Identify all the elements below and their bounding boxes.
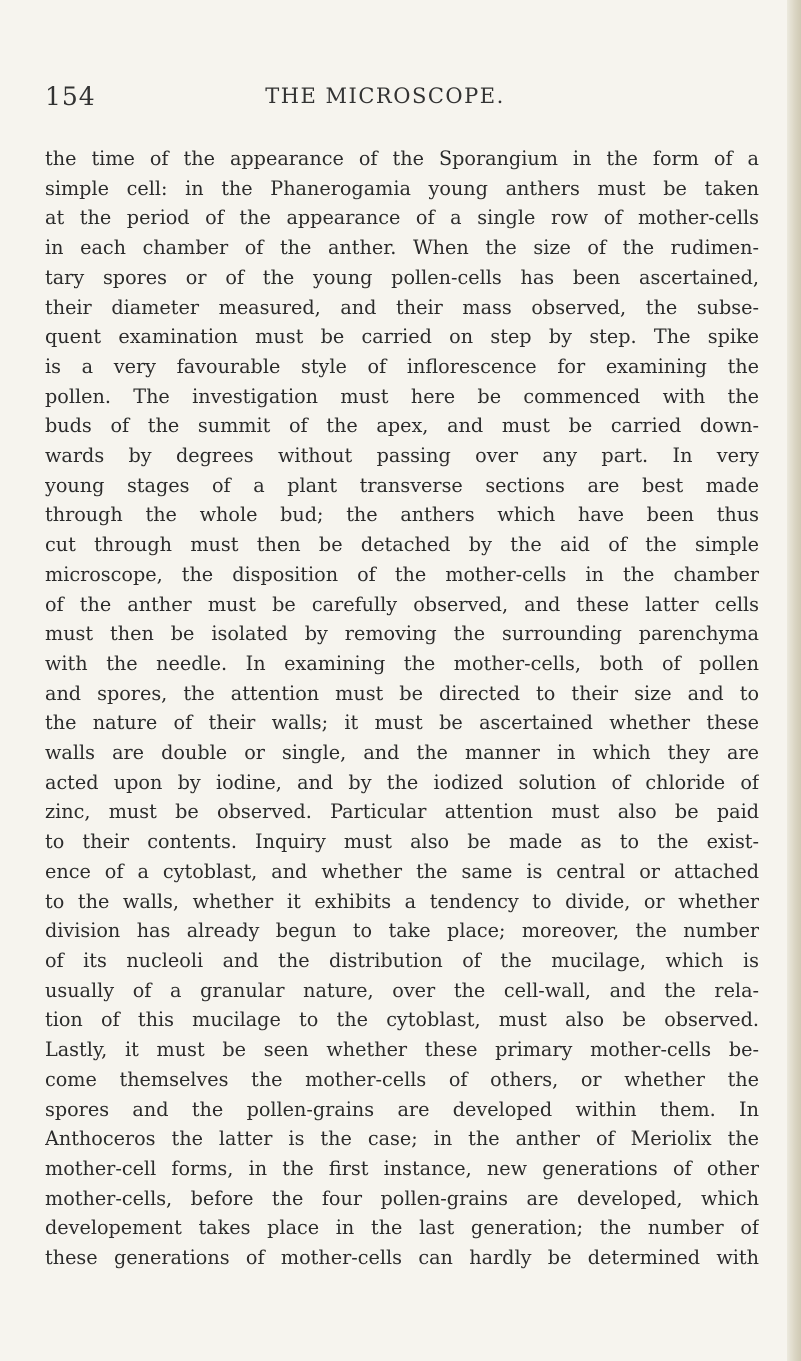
text-line: mother-cells, before the four pollen-grains are developed, which [45,1186,759,1210]
text-line: division has already begun to take place; moreover, the number [45,919,759,943]
text-line: their diameter measured, and their mass observed, the subse- [45,295,759,319]
text-line: spores and the pollen-grains are developed within them. In [45,1097,759,1121]
text-line: zinc, must be observed. Particular attention must also be paid [45,800,759,824]
text-line: pollen. The investigation must here be commenced with the [45,384,759,408]
text-line: to the walls, whether it exhibits a tendency to divide, or whether [45,889,759,913]
text-line: microscope, the disposition of the mother-cells in the chamber [45,562,759,586]
page-edge [787,0,801,1361]
text-line: of the anther must be carefully observed, and these latter cells [45,592,759,616]
body-text [45,144,759,1273]
text-line: come themselves the mother-cells of others, or whether the [45,1067,759,1091]
text-line: young stages of a plant transverse sections are best made [45,473,759,497]
text-line: to their contents. Inquiry must also be made as to the exist- [45,830,759,854]
text-line: mother-cell forms, in the first instance, new generations of other [45,1156,759,1180]
text-line: ence of a cytoblast, and whether the same is central or attached [45,859,759,883]
text-line: tary spores or of the young pollen-cells has been ascertained, [45,265,759,289]
text-line: wards by degrees without passing over any part. In very [45,444,759,468]
text-line: must then be isolated by removing the surrounding parenchyma [45,622,759,646]
text-line: Anthoceros the latter is the case; in the anther of Meriolix the [45,1127,759,1151]
page-number: 154 [45,82,96,111]
text-line: Lastly, it must be seen whether these primary mother-cells be- [45,1038,759,1062]
text-line: tion of this mucilage to the cytoblast, must also be observed. [45,1008,759,1032]
running-head: THE MICROSCOPE. [265,84,505,108]
text-line: buds of the summit of the apex, and must be carried down- [45,414,759,438]
text-line: usually of a granular nature, over the cell-wall, and the rela- [45,978,759,1002]
text-line: at the period of the appearance of a single row of mother-cells [45,206,759,230]
text-line: cut through must then be detached by the aid of the simple [45,533,759,557]
text-line: with the needle. In examining the mother-cells, both of pollen [45,651,759,675]
text-line: acted upon by iodine, and by the iodized solution of chloride of [45,770,759,794]
text-line: of its nucleoli and the distribution of the mucilage, which is [45,948,759,972]
page-header [0,82,801,122]
text-line: walls are double or single, and the manner in which they are [45,741,759,765]
text-line: in each chamber of the anther. When the size of the rudimen- [45,236,759,260]
text-line: the nature of their walls; it must be ascertained whether these [45,711,759,735]
text-line: through the whole bud; the anthers which have been thus [45,503,759,527]
text-line: simple cell: in the Phanerogamia young anthers must be taken [45,176,759,200]
text-line: quent examination must be carried on step by step. The spike [45,325,759,349]
text-line: and spores, the attention must be directed to their size and to [45,681,759,705]
text-line: is a very favourable style of inflorescence for examining the [45,354,759,378]
text-line: developement takes place in the last generation; the number of [45,1216,759,1240]
text-line: the time of the appearance of the Sporangium in the form of a [45,147,759,170]
text-line: these generations of mother-cells can hardly be determined with [45,1246,759,1270]
